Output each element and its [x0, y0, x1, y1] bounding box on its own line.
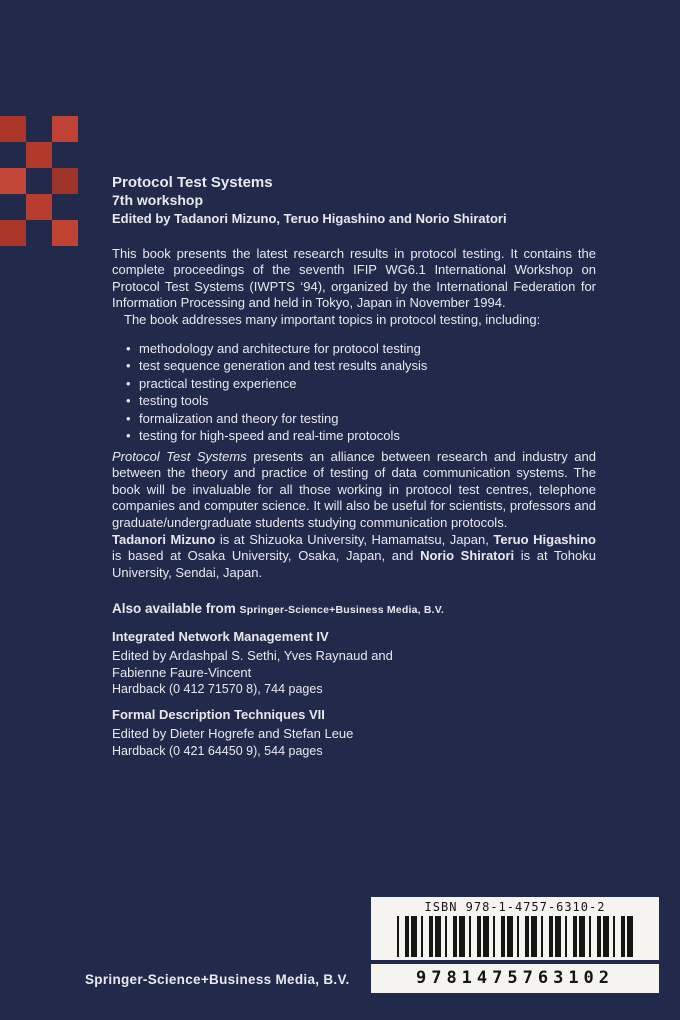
bullet-item: [126, 427, 427, 444]
checker-cell: [0, 168, 26, 194]
related-book-hardback-line: Hardback (0 412 71570 8), 744 pages: [112, 682, 323, 696]
bullet-item: [126, 410, 427, 427]
bullet-text: methodology and architecture for protocol testing: [139, 341, 421, 356]
alliance-paragraph: [112, 449, 596, 531]
intro-section: [112, 246, 596, 328]
bullet-item: [126, 340, 427, 357]
barcode-number-panel: [371, 964, 659, 993]
bullet-glyph: •: [126, 375, 131, 391]
checker-cell: [52, 220, 78, 246]
also-available-line: [112, 601, 444, 616]
edited-by-line: Edited by Tadanori Mizuno, Teruo Higashino and Norio Shiratori: [112, 211, 507, 226]
checker-cell: [26, 194, 52, 220]
barcode-panel: [371, 897, 659, 960]
bullet-text: testing tools: [139, 393, 209, 409]
book-subtitle: 7th workshop: [112, 192, 204, 208]
also-available-label: Also available from: [112, 601, 240, 616]
publisher-imprint: Springer-Science+Business Media, B.V.: [85, 972, 350, 987]
intro-paragraph-1: This book presents the latest research results in protocol testing. It contains the complete proceedings of the seventh IFIP WG6.1 International Workshop on Protocol Test Systems (IWPTS ‘94), organized by the International Federation for Information Processing and held in Tokyo, Japan in November 1994.: [112, 246, 596, 311]
authors-paragraph: [112, 532, 596, 581]
checker-cell: [26, 142, 52, 168]
bullet-glyph: •: [126, 393, 131, 409]
author-seg-2: is based at Osaka University, Osaka, Japan, and: [112, 548, 421, 564]
checker-cell: [52, 116, 78, 142]
author-seg-1: is at Shizuoka University, Hamamatsu, Japan,: [215, 532, 494, 547]
author-name-2: Teruo Higashino: [493, 532, 596, 547]
bullet-glyph: •: [126, 410, 131, 426]
related-book-title: Formal Description Techniques VII: [112, 707, 325, 722]
title-block: [112, 174, 507, 227]
barcode-bars: [371, 916, 659, 957]
barcode-number: 9781475763102: [415, 968, 615, 988]
bullet-text: formalization and theory for testing: [139, 410, 339, 426]
checker-cell: [0, 220, 26, 246]
also-available-publisher: Springer-Science+Business Media, B.V.: [239, 604, 445, 616]
related-book-editors-line: Edited by Dieter Hogrefe and Stefan Leue: [112, 726, 354, 741]
bullet-glyph: •: [126, 428, 131, 444]
intro-paragraph-2: The book addresses many important topics in protocol testing, including:: [124, 311, 541, 327]
related-book-2: [112, 706, 596, 759]
bullet-text: test sequence generation and test results analysis: [139, 358, 428, 374]
bullet-item: [126, 392, 427, 409]
bullet-item: [126, 357, 427, 374]
bullet-text: practical testing experience: [139, 375, 297, 391]
bullet-text: testing for high-speed and real-time protocols: [139, 428, 400, 444]
topics-bullet-list: [126, 340, 427, 444]
author-seg-3: is at Tohoku University, Sendai, Japan.: [112, 548, 596, 580]
checker-cell: [52, 168, 78, 194]
checkerboard-decoration: [0, 116, 78, 246]
isbn-label: ISBN 978-1-4757-6310-2: [424, 900, 606, 914]
related-book-editors-line: Fabienne Faure-Vincent: [112, 664, 252, 680]
bullet-glyph: •: [126, 358, 131, 374]
related-book-hardback-line: Hardback (0 421 64450 9), 544 pages: [112, 743, 323, 758]
alliance-rest: presents an alliance between research and industry and between the theory and practice of testing of data communication systems. The book will be invaluable for all those working in protocol test centres, telephone companies and computer science. It will also be useful for scientists, professors and graduate/undergraduate students studying communication protocols.: [112, 449, 596, 530]
checker-cell: [0, 116, 26, 142]
bullet-glyph: •: [126, 341, 131, 356]
author-name-1: Tadanori Mizuno: [112, 532, 216, 547]
related-book-1: [112, 628, 596, 698]
author-name-3: Norio Shiratori: [420, 548, 515, 564]
related-book-title: Integrated Network Management IV: [112, 629, 329, 644]
bullet-item: [126, 375, 427, 392]
alliance-italic-title: Protocol Test Systems: [112, 449, 247, 464]
related-book-editors-line: Edited by Ardashpal S. Sethi, Yves Raynaud and: [112, 648, 393, 663]
book-title: Protocol Test Systems: [112, 174, 273, 191]
